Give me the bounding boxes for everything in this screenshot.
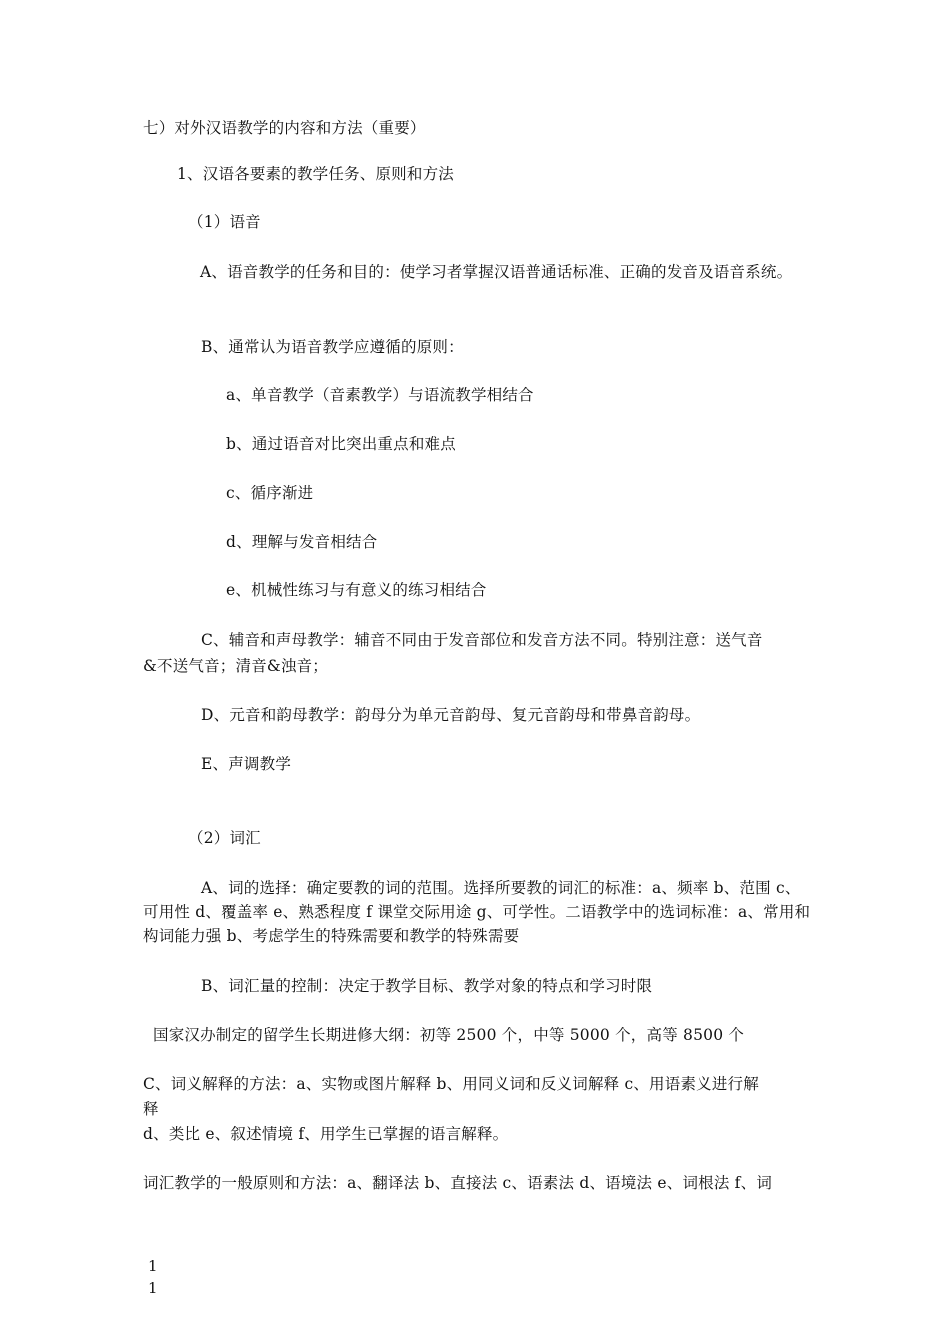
principle-item: e、机械性练习与有意义的练习相结合 — [226, 581, 487, 599]
phonetics-title: （1）语音 — [188, 213, 261, 231]
page-number: 1 — [148, 1279, 158, 1297]
vocabulary-item-a: A、词的选择：确定要教的词的范围。选择所要教的词汇的标准：a、频率 b、范围 c、可用性 d、覆盖率 e、熟悉程度 f 课堂交际用途 g、可学性。二语教学中的选词标准：a、常用和构词能力强 b、考虑学生的特殊需要和教学的特殊需要 — [143, 879, 811, 945]
vocabulary-item-c: C、词义解释的方法：a、实物或图片解释 b、用同义词和反义词解释 c、用语素义进行解 — [143, 1075, 759, 1093]
principle-item: c、循序渐进 — [226, 484, 314, 502]
vocabulary-principles: 词汇教学的一般原则和方法：a、翻译法 b、直接法 c、语素法 d、语境法 e、词根法 f、词 — [143, 1174, 773, 1192]
phonetics-item-e: E、声调教学 — [201, 755, 292, 773]
phonetics-item-b: B、通常认为语音教学应遵循的原则： — [201, 338, 464, 356]
vocabulary-title: （2）词汇 — [188, 829, 261, 847]
phonetics-item-a: A、语音教学的任务和目的：使学习者掌握汉语普通话标准、正确的发音及语音系统。 — [200, 263, 793, 281]
subsection-heading: 1、汉语各要素的教学任务、原则和方法 — [177, 165, 454, 183]
vocabulary-item-c-continued: 释 — [143, 1100, 159, 1118]
section-heading: 七）对外汉语教学的内容和方法（重要） — [143, 119, 426, 137]
principle-item: b、通过语音对比突出重点和难点 — [226, 435, 456, 453]
principle-item: a、单音教学（音素教学）与语流教学相结合 — [226, 386, 534, 404]
principle-item: d、理解与发音相结合 — [226, 533, 378, 551]
phonetics-item-c: C、辅音和声母教学：辅音不同由于发音部位和发音方法不同。特别注意：送气音 — [201, 631, 763, 649]
syllabus-note: 国家汉办制定的留学生长期进修大纲：初等 2500 个，中等 5000 个，高等 8500 个 — [153, 1026, 745, 1044]
vocabulary-item-b: B、词汇量的控制：决定于教学目标、教学对象的特点和学习时限 — [201, 977, 653, 995]
phonetics-item-d: D、元音和韵母教学：韵母分为单元音韵母、复元音韵母和带鼻音韵母。 — [201, 706, 701, 724]
page-number: 1 — [148, 1257, 158, 1275]
vocabulary-item-c-continued: d、类比 e、叙述情境 f、用学生已掌握的语言解释。 — [143, 1125, 509, 1143]
phonetics-item-c-continued: &不送气音；清音&浊音； — [143, 657, 328, 675]
